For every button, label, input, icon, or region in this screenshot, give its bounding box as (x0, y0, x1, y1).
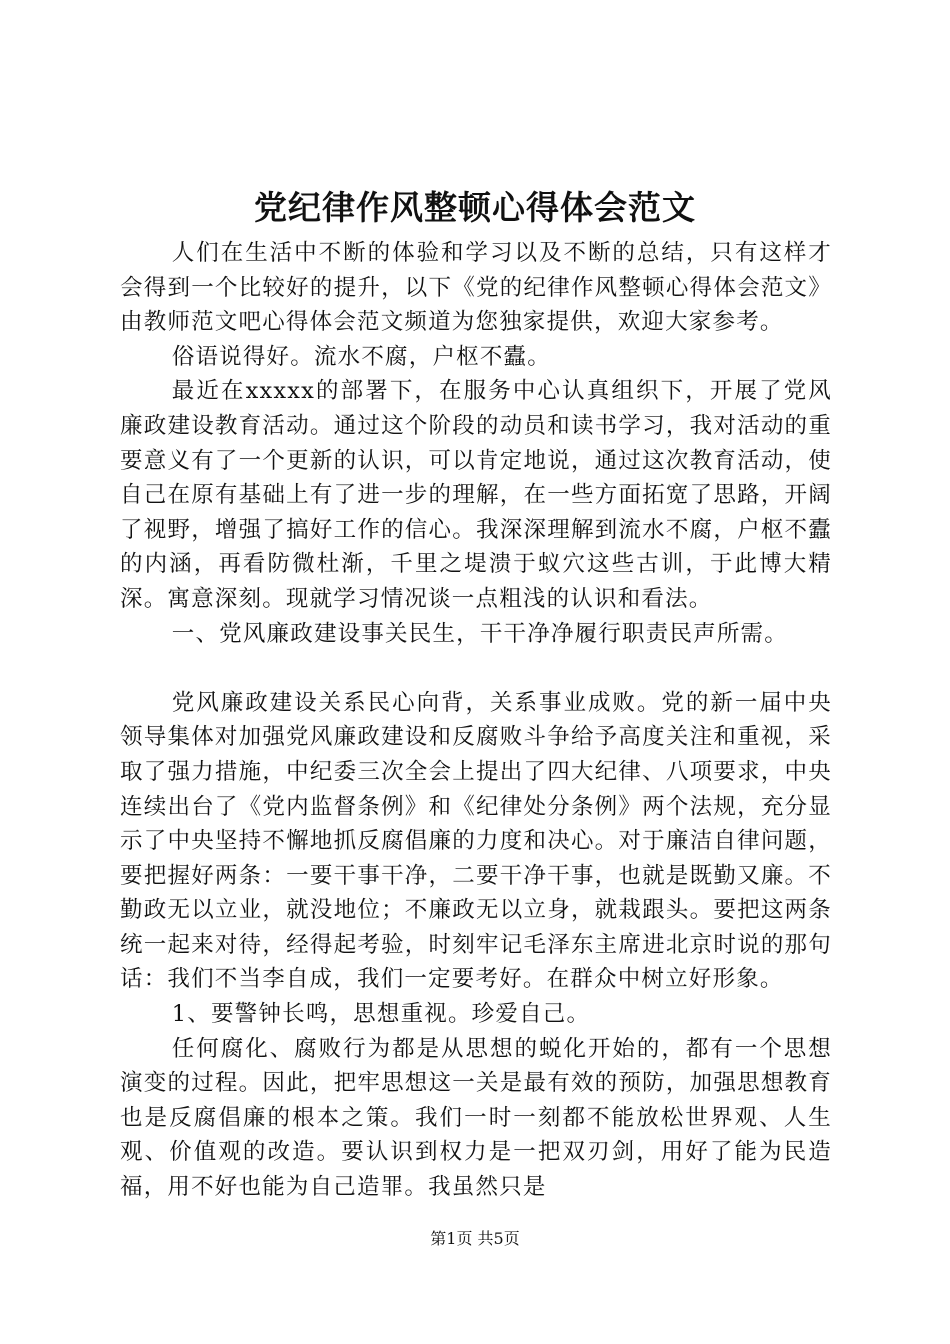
document-body (120, 236, 832, 1205)
subsection-heading: 1、要警钟长鸣，思想重视。珍爱自己。 (171, 1001, 591, 1028)
document-title: 党纪律作风整顿心得体会范文 (254, 188, 696, 227)
page-footer: 第1页 共5页 (430, 1229, 520, 1248)
paragraph: 人们在生活中不断的体验和学习以及不断的总结，只有这样才会得到一个比较好的提升，以下《党的纪律作风整顿心得体会范文》由教师范文吧心得体会范文频道为您独家提供，欢迎大家参考。 (120, 240, 832, 336)
paragraph: 任何腐化、腐败行为都是从思想的蜕化开始的，都有一个思想演变的过程。因此，把牢思想这一关是最有效的预防，加强思想教育也是反腐倡廉的根本之策。我们一时一刻都不能放松世界观、人生观、价值观的改造。要认识到权力是一把双刃剑，用好了能为民造福，用不好也能为自己造罪。我虽然只是 (120, 1035, 832, 1201)
paragraph: 最近在xxxxx的部署下，在服务中心认真组织下，开展了党风廉政建设教育活动。通过这个阶段的动员和读书学习，我对活动的重要意义有了一个更新的认识，可以肯定地说，通过这次教育活动，使自己在原有基础上有了进一步的理解，在一些方面拓宽了思路，开阔了视野，增强了搞好工作的信心。我深深理解到流水不腐，户枢不蠹的内涵，再看防微杜渐，千里之堤溃于蚁穴这些古训，于此博大精深。寓意深刻。现就学习情况谈一点粗浅的认识和看法。 (120, 378, 832, 612)
section-heading: 一、党风廉政建设事关民生，干干净净履行职责民声所需。 (171, 620, 788, 647)
paragraph: 俗语说得好。流水不腐，户枢不蠹。 (171, 343, 551, 370)
paragraph: 党风廉政建设关系民心向背，关系事业成败。党的新一届中央领导集体对加强党风廉政建设和反腐败斗争给予高度关注和重视，采取了强力措施，中纪委三次全会上提出了四大纪律、八项要求，中央连续出台了《党内监督条例》和《纪律处分条例》两个法规，充分显示了中央坚持不懈地抓反腐倡廉的力度和决心。对于廉洁自律问题，要把握好两条：一要干事干净，二要干净干事，也就是既勤又廉。不勤政无以立业，就没地位；不廉政无以立身，就栽跟头。要把这两条统一起来对待，经得起考验，时刻牢记毛泽东主席进北京时说的那句话：我们不当李自成，我们一定要考好。在群众中树立好形象。 (120, 689, 832, 993)
